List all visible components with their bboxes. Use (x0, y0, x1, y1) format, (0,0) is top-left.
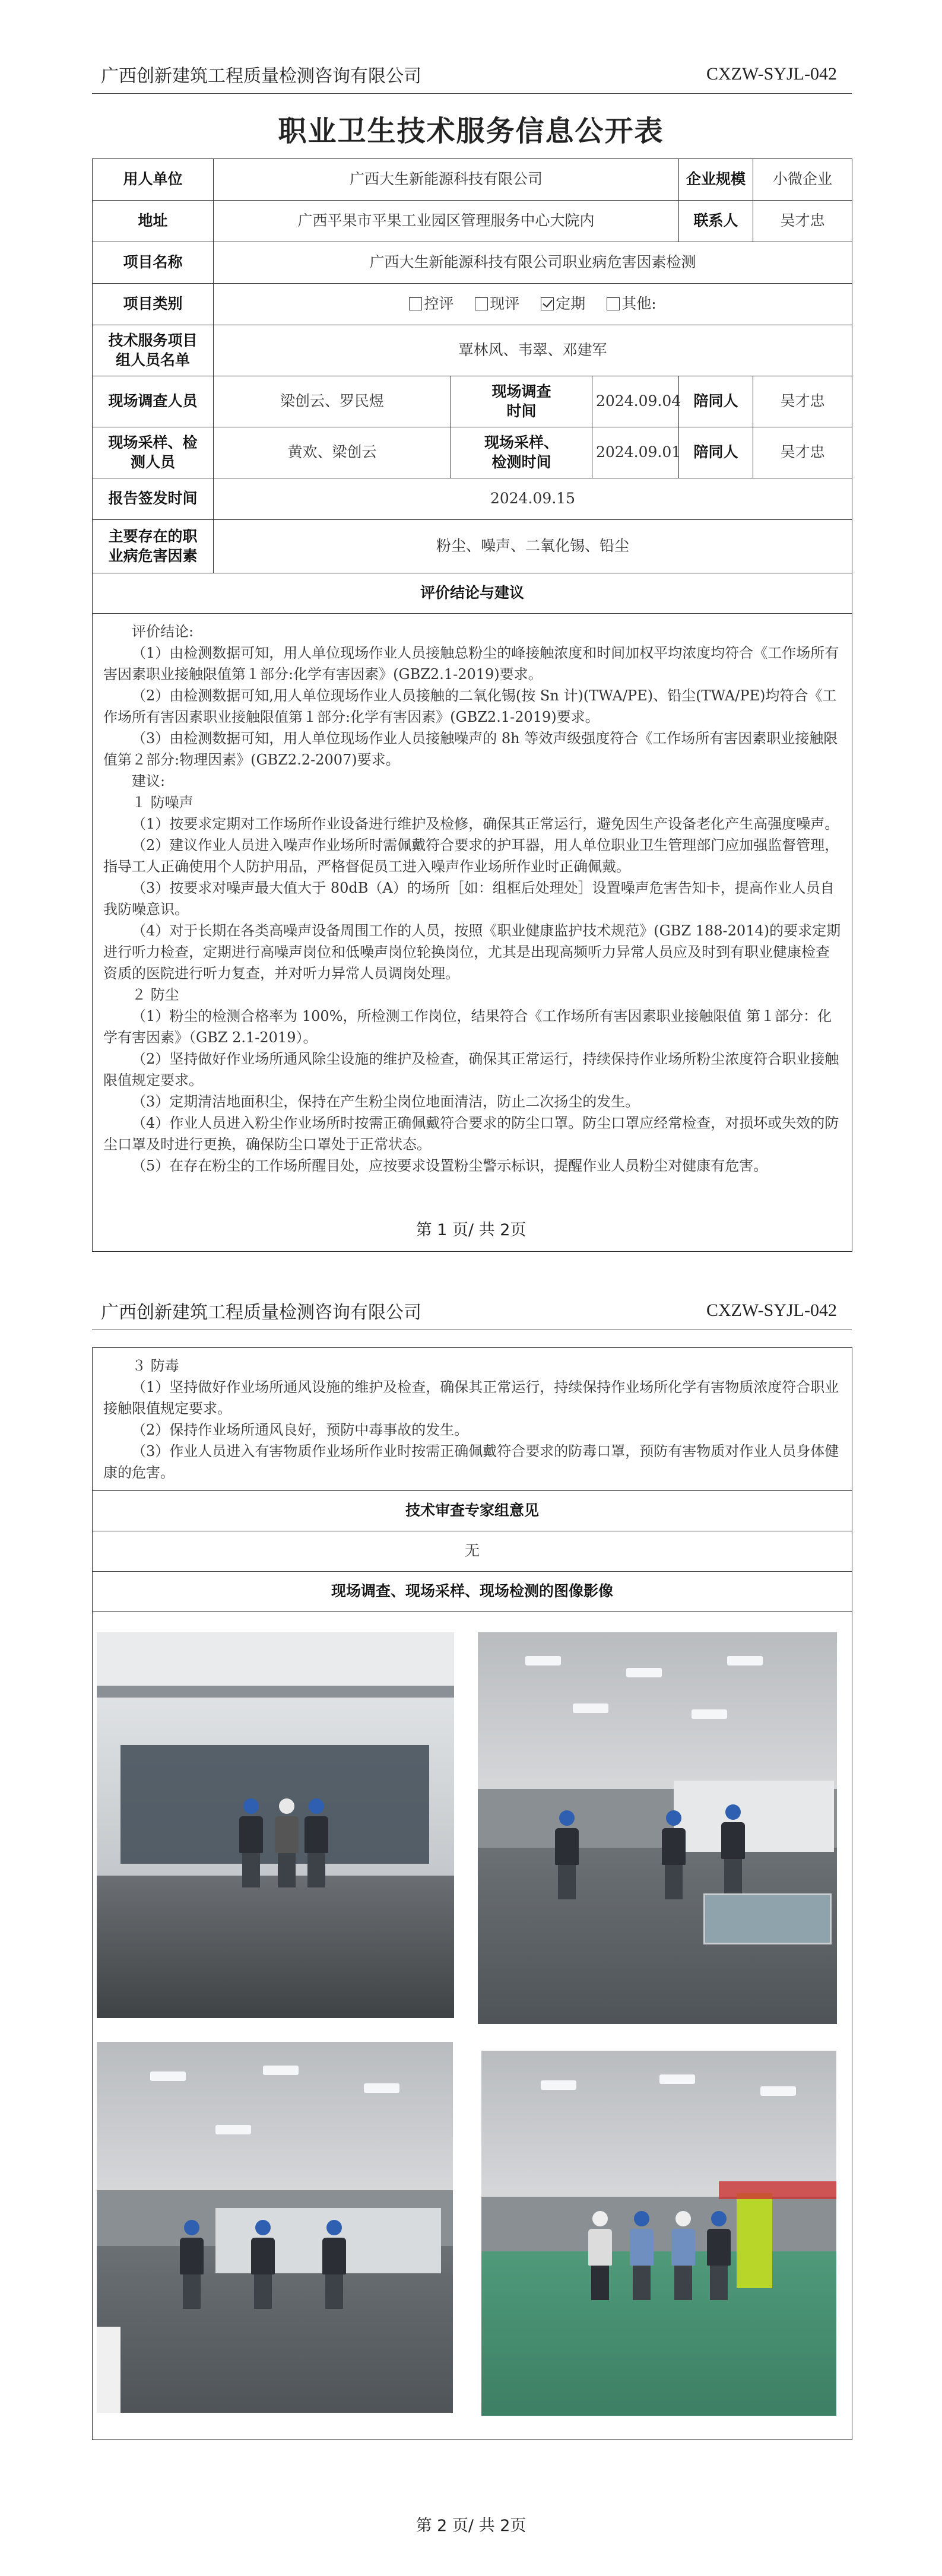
conclusion-paragraph: （3）作业人员进入有害物质作业场所作业时按需正确佩戴符合要求的防毒口罩，预防有害物质对作业人员身体健康的危害。 (103, 1443, 839, 1481)
conclusion-paragraph: （1）坚持做好作业场所通风设施的维护及检查，确保其正常运行，持续保持作业场所化学有害物质浓度符合职业接触限值规定要求。 (103, 1379, 839, 1417)
header-code: CXZW-SYJL-042 (706, 64, 837, 84)
conclusion-paragraph: ３ 防毒 (132, 1357, 179, 1374)
accompany-label-2: 陪同人 (679, 427, 753, 478)
hazards-value: 粉尘、噪声、二氧化锡、铅尘 (214, 520, 852, 573)
checked-checkbox-icon[interactable] (541, 297, 554, 310)
conclusion-paragraph: 评价结论: (132, 623, 194, 640)
survey-people-label: 现场调查人员 (93, 376, 214, 427)
sampling-people-value: 黄欢、梁创云 (214, 427, 451, 478)
sampling-people-label: 现场采样、检 测人员 (93, 427, 214, 478)
conclusion-paragraph: （4）对于长期在各类高噪声设备周围工作的人员，按照《职业健康监护技术规范》(GBZ 188-2014)的要求定期进行听力检查，定期进行高噪声岗位和低噪声岗位轮换岗位，尤其是出现高频听力异常人员应及时到有职业健康检查资质的医院进行听力复查，并对听力异常人员调岗处理。 (103, 922, 841, 982)
survey-people-value: 梁创云、罗民煜 (214, 376, 451, 427)
project-name-value: 广西大生新能源科技有限公司职业病危害因素检测 (214, 242, 852, 284)
conclusion-paragraph: （3）定期清洁地面积尘，保持在产生粉尘岗位地面清洁，防止二次扬尘的发生。 (132, 1093, 640, 1110)
report-date-label: 报告签发时间 (93, 478, 214, 520)
photo-workshop-survey (478, 1632, 837, 2024)
project-type-label: 项目类别 (93, 284, 214, 325)
checkbox-icon[interactable] (475, 297, 488, 310)
accompany-label-1: 陪同人 (679, 376, 753, 427)
header-rule-1 (92, 93, 852, 94)
page-header-1 (101, 56, 837, 92)
header-code: CXZW-SYJL-042 (706, 1300, 837, 1320)
conclusion-paragraph: （4）作业人员进入粉尘作业场所时按需正确佩戴符合要求的防尘口罩。防尘口罩应经常检查，对损坏或失效的防尘口罩及时进行更换，确保防尘口罩处于正常状态。 (103, 1115, 839, 1153)
conclusion-paragraph: （3）按要求对噪声最大值大于 80dB（A）的场所［如：组框后处理处］设置噪声危害告知卡，提高作业人员自我防噪意识。 (103, 880, 835, 918)
report-date-value: 2024.09.15 (214, 478, 852, 520)
expert-header: 技术审查专家组意见 (93, 1491, 852, 1531)
accompany-value-2: 吴才忠 (753, 427, 852, 478)
info-table (92, 158, 852, 1252)
survey-time-label: 现场调查 时间 (451, 376, 592, 427)
option-qita[interactable]: 其他: (607, 295, 656, 312)
project-name-label: 项目名称 (93, 242, 214, 284)
images-header: 现场调查、现场采样、现场检测的图像影像 (93, 1572, 852, 1612)
conclusion-paragraph: （2）坚持做好作业场所通风除尘设施的维护及检查，确保其正常运行，持续保持作业场所粉尘浓度符合职业接触限值规定要求。 (103, 1051, 839, 1089)
checkbox-icon[interactable] (409, 297, 422, 310)
scale-label: 企业规模 (679, 159, 753, 201)
option-xianping[interactable]: 现评 (475, 295, 519, 312)
photo-onsite-detection (481, 2051, 836, 2416)
project-type-options (214, 284, 852, 325)
option-dingqi[interactable]: 定期 (541, 295, 585, 312)
header-company: 广西创新建筑工程质量检测咨询有限公司 (101, 1302, 421, 1323)
page-header-2 (101, 1293, 837, 1328)
address-label: 地址 (93, 201, 214, 242)
document-title: 职业卫生技术服务信息公开表 (278, 115, 664, 148)
conclusion-body-page1 (93, 614, 852, 1252)
conclusion-paragraph: （1）由检测数据可知，用人单位现场作业人员接触总粉尘的峰接触浓度和时间加权平均浓度均符合《工作场所有害因素职业接触限值第１部分:化学有害因素》(GBZ2.1-2019)要求。 (103, 645, 839, 683)
accompany-value-1: 吴才忠 (753, 376, 852, 427)
option-kongping[interactable]: 控评 (409, 295, 453, 312)
conclusion-body-page2 (93, 1348, 852, 1491)
team-value: 覃林风、韦翠、邓建军 (214, 325, 852, 376)
conclusion-header: 评价结论与建议 (93, 573, 852, 614)
conclusion-paragraph: １ 防噪声 (132, 794, 194, 811)
contact-label: 联系人 (679, 201, 753, 242)
photo-production-line (97, 2042, 453, 2413)
checkbox-icon[interactable] (607, 297, 620, 310)
contact-value: 吴才忠 (753, 201, 852, 242)
sampling-time-value: 2024.09.01 (592, 427, 679, 478)
page-footer-2: 第 2 页/ 共 2页 (416, 2517, 526, 2535)
photo-building-entrance (97, 1632, 454, 2018)
conclusion-paragraph: （1）按要求定期对工作场所作业设备进行维护及检修，确保其正常运行，避免因生产设备老化产生高强度噪声。 (132, 816, 839, 832)
page-footer-1: 第 1 页/ 共 2页 (416, 1221, 526, 1239)
conclusion-paragraph: （2）保持作业场所通风良好，预防中毒事故的发生。 (132, 1422, 469, 1438)
survey-time-value: 2024.09.04 (592, 376, 679, 427)
employer-label: 用人单位 (93, 159, 214, 201)
header-company: 广西创新建筑工程质量检测咨询有限公司 (101, 66, 421, 87)
conclusion-paragraph: 建议: (132, 773, 166, 789)
conclusion-paragraph: （2）由检测数据可知,用人单位现场作业人员接触的二氧化锡(按 Sn 计)(TWA/PE)、铅尘(TWA/PE)均符合《工作场所有害因素职业接触限值第１部分:化学有害因素》(GBZ2.1-2019)要求。 (103, 687, 837, 725)
team-label: 技术服务项目 组人员名单 (93, 325, 214, 376)
address-value: 广西平果市平果工业园区管理服务中心大院内 (214, 201, 679, 242)
conclusion-paragraph: （2）建议作业人员进入噪声作业场所时需佩戴符合要求的护耳器，用人单位职业卫生管理部门应加强监督管理，指导工人正确使用个人防护用品，严格督促员工进入噪声作业场所作业时正确佩戴。 (103, 837, 839, 875)
employer-value: 广西大生新能源科技有限公司 (214, 159, 679, 201)
conclusion-paragraph: （5）在存在粉尘的工作场所醒目处，应按要求设置粉尘警示标识，提醒作业人员粉尘对健康有危害。 (132, 1157, 768, 1174)
conclusion-paragraph: （1）粉尘的检测合格率为 100%，所检测工作岗位，结果符合《工作场所有害因素职业接触限值 第１部分：化学有害因素》（GBZ 2.1-2019）。 (103, 1008, 832, 1046)
conclusion-paragraph: （3）由检测数据可知，用人单位现场作业人员接触噪声的 8h 等效声级强度符合《工作场所有害因素职业接触限值第２部分:物理因素》(GBZ2.2-2007)要求。 (103, 730, 838, 768)
scale-value: 小微企业 (753, 159, 852, 201)
expert-value: 无 (93, 1531, 852, 1572)
conclusion-paragraph: ２ 防尘 (132, 986, 179, 1003)
sampling-time-label: 现场采样、 检测时间 (451, 427, 592, 478)
hazards-label: 主要存在的职 业病危害因素 (93, 520, 214, 573)
